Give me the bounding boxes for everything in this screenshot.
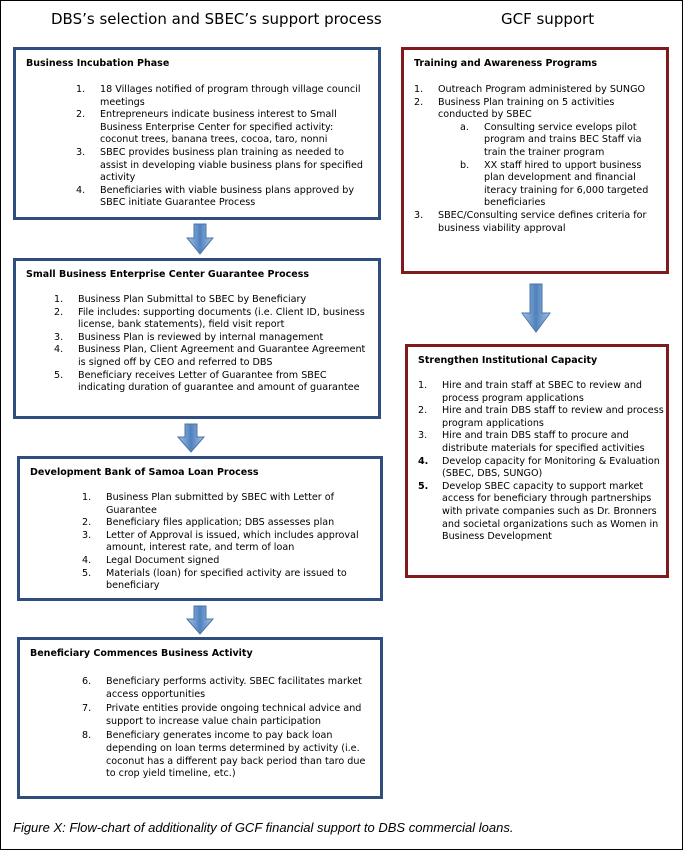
item-number: 4. xyxy=(54,344,64,356)
list-item xyxy=(76,109,374,147)
item-number: 4. xyxy=(418,455,429,467)
item-number: 7. xyxy=(82,703,92,715)
item-text: Beneficiary files application; DBS assesses plan xyxy=(106,517,335,529)
item-text: SBEC/Consulting service defines criteria for business viability approval xyxy=(438,209,647,234)
item-number: 4. xyxy=(76,184,86,196)
business-activity-box xyxy=(17,637,383,799)
item-number: 3. xyxy=(414,209,424,221)
item-text: SBEC provides business plan training as needed to assist in developing viable business plans for specified activity xyxy=(100,146,363,184)
item-text: Letter of Approval is issued, which includes approval amount, interest rate, and term of loan xyxy=(106,529,359,554)
item-letter: a. xyxy=(460,121,469,133)
item-text: Business Plan, Client Agreement and Guarantee Agreement is signed off by CEO and referred to DBS xyxy=(78,344,366,368)
list-item xyxy=(54,332,374,345)
list-item xyxy=(82,492,376,517)
list-item xyxy=(82,568,376,593)
item-number: 1. xyxy=(82,492,92,503)
list-item xyxy=(414,84,662,97)
item-text: Beneficiary performs activity. SBEC facilitates market access opportunities xyxy=(106,676,362,700)
list-item xyxy=(418,481,664,544)
item-text: 18 Villages notified of program through village council meetings xyxy=(100,84,361,108)
list-item xyxy=(54,344,374,369)
item-text: Entrepreneurs indicate business interest to Small Business Enterprise Center for specified activity: coconut trees, banana trees, cocoa, taro, nonni xyxy=(100,109,337,146)
item-number: 1. xyxy=(418,380,428,391)
item-number: 1. xyxy=(76,84,86,95)
business-incubation-title: Business Incubation Phase xyxy=(26,58,170,69)
dbs-loan-list xyxy=(82,492,376,593)
institutional-capacity-box xyxy=(405,344,669,578)
item-text: Outreach Program administered by SUNGO xyxy=(438,84,646,95)
institutional-capacity-title: Strengthen Institutional Capacity xyxy=(418,355,598,366)
figure-caption: Figure X: Flow-chart of additionality of GCF financial support to DBS commercial loans. xyxy=(13,820,514,835)
list-item xyxy=(82,555,376,568)
item-text: Business Plan training on 5 activities conducted by SBEC xyxy=(438,96,615,121)
item-number: 2. xyxy=(76,109,86,121)
list-item xyxy=(76,185,374,210)
list-item xyxy=(54,294,374,307)
item-number: 5. xyxy=(54,369,64,381)
item-text: Develop SBEC capacity to support market access for beneficiary through partnerships with private companies such as Dr. Bronners and societal organizations such as Women in Business Development xyxy=(442,480,659,543)
item-number: 1. xyxy=(54,294,64,305)
list-item xyxy=(82,676,376,701)
item-number: 3. xyxy=(418,430,428,442)
item-number: 3. xyxy=(76,146,86,158)
down-arrow-icon xyxy=(521,283,551,333)
down-arrow-icon xyxy=(186,605,214,635)
business-activity-title: Beneficiary Commences Business Activity xyxy=(30,648,253,659)
item-number: 1. xyxy=(414,84,424,95)
sub-list-item xyxy=(460,160,662,210)
item-text: Beneficiary generates income to pay back loan depending on loan terms determined by activity (i.e. coconut has a different pay back period than taro due to crop yield timeline, etc.) xyxy=(106,730,366,780)
item-text: Business Plan Submittal to SBEC by Beneficiary xyxy=(78,294,307,305)
item-number: 2. xyxy=(418,405,428,417)
item-text: Legal Document signed xyxy=(106,554,220,566)
item-text: Business Plan is reviewed by internal management xyxy=(78,331,324,343)
list-item xyxy=(418,456,664,481)
item-number: 2. xyxy=(82,517,92,529)
business-activity-list xyxy=(82,676,376,781)
item-text: Hire and train staff at SBEC to review and process program applications xyxy=(442,380,643,404)
item-text: Business Plan submitted by SBEC with Letter of Guarantee xyxy=(106,492,335,516)
training-awareness-box xyxy=(401,47,669,274)
item-text: Private entities provide ongoing technical advice and support to increase value chain participation xyxy=(106,703,362,727)
item-number: 6. xyxy=(82,676,92,687)
item-number: 2. xyxy=(54,306,64,318)
down-arrow-icon xyxy=(177,423,205,453)
item-text: Materials (loan) for specified activity are issued to beneficiary xyxy=(106,567,347,592)
training-awareness-title: Training and Awareness Programs xyxy=(414,58,598,69)
dbs-loan-box xyxy=(17,456,383,601)
dbs-loan-title: Development Bank of Samoa Loan Process xyxy=(30,467,259,478)
training-sublist xyxy=(460,122,662,210)
item-text: XX staff hired to upport business plan development and financial iteracy training for 6,000 targeted beneficiaries xyxy=(484,159,649,209)
item-number: 5. xyxy=(82,567,92,579)
list-item xyxy=(418,430,664,455)
list-item xyxy=(82,530,376,555)
business-incubation-list xyxy=(76,84,374,210)
sub-list-item xyxy=(460,122,662,160)
list-item xyxy=(54,307,374,332)
item-number: 2. xyxy=(414,96,424,108)
item-number: 3. xyxy=(82,529,92,541)
item-number: 4. xyxy=(82,554,92,566)
down-arrow-icon xyxy=(186,223,214,255)
list-item xyxy=(54,370,374,395)
list-item xyxy=(82,517,376,530)
sbec-guarantee-title: Small Business Enterprise Center Guarantee Process xyxy=(26,269,310,280)
item-text: Consulting service evelops pilot program and trains BEC Staff via train the trainer program xyxy=(484,121,642,158)
item-text: Beneficiary receives Letter of Guarantee from SBEC indicating duration of guarantee and amount of guarantee xyxy=(78,369,360,394)
item-number: 3. xyxy=(54,331,64,343)
list-item xyxy=(418,405,664,430)
list-item xyxy=(76,84,374,109)
item-text: Beneficiaries with viable business plans approved by SBEC initiate Guarantee Process xyxy=(100,184,354,209)
list-item xyxy=(418,380,664,405)
item-number: 5. xyxy=(418,480,429,492)
list-item xyxy=(82,730,376,780)
item-number: 8. xyxy=(82,730,92,742)
right-column-heading: GCF support xyxy=(501,10,595,28)
item-text: File includes: supporting documents (i.e. Client ID, business license, bank statements), field visit report xyxy=(78,306,365,331)
sbec-guarantee-box xyxy=(13,258,381,419)
list-item xyxy=(414,210,662,235)
business-incubation-box xyxy=(13,47,381,220)
list-item xyxy=(414,97,662,210)
item-text: Develop capacity for Monitoring & Evaluation (SBEC, DBS, SUNGO) xyxy=(442,455,660,480)
training-awareness-list xyxy=(414,84,662,235)
item-letter: b. xyxy=(460,159,470,171)
list-item xyxy=(76,147,374,185)
item-text: Hire and train DBS staff to review and process program applications xyxy=(442,405,664,429)
sbec-guarantee-list xyxy=(54,294,374,395)
item-text: Hire and train DBS staff to procure and distribute materials for specified activities xyxy=(442,430,645,454)
list-item xyxy=(82,703,376,728)
institutional-capacity-list xyxy=(418,380,664,544)
left-column-heading: DBS’s selection and SBEC’s support process xyxy=(51,10,382,28)
